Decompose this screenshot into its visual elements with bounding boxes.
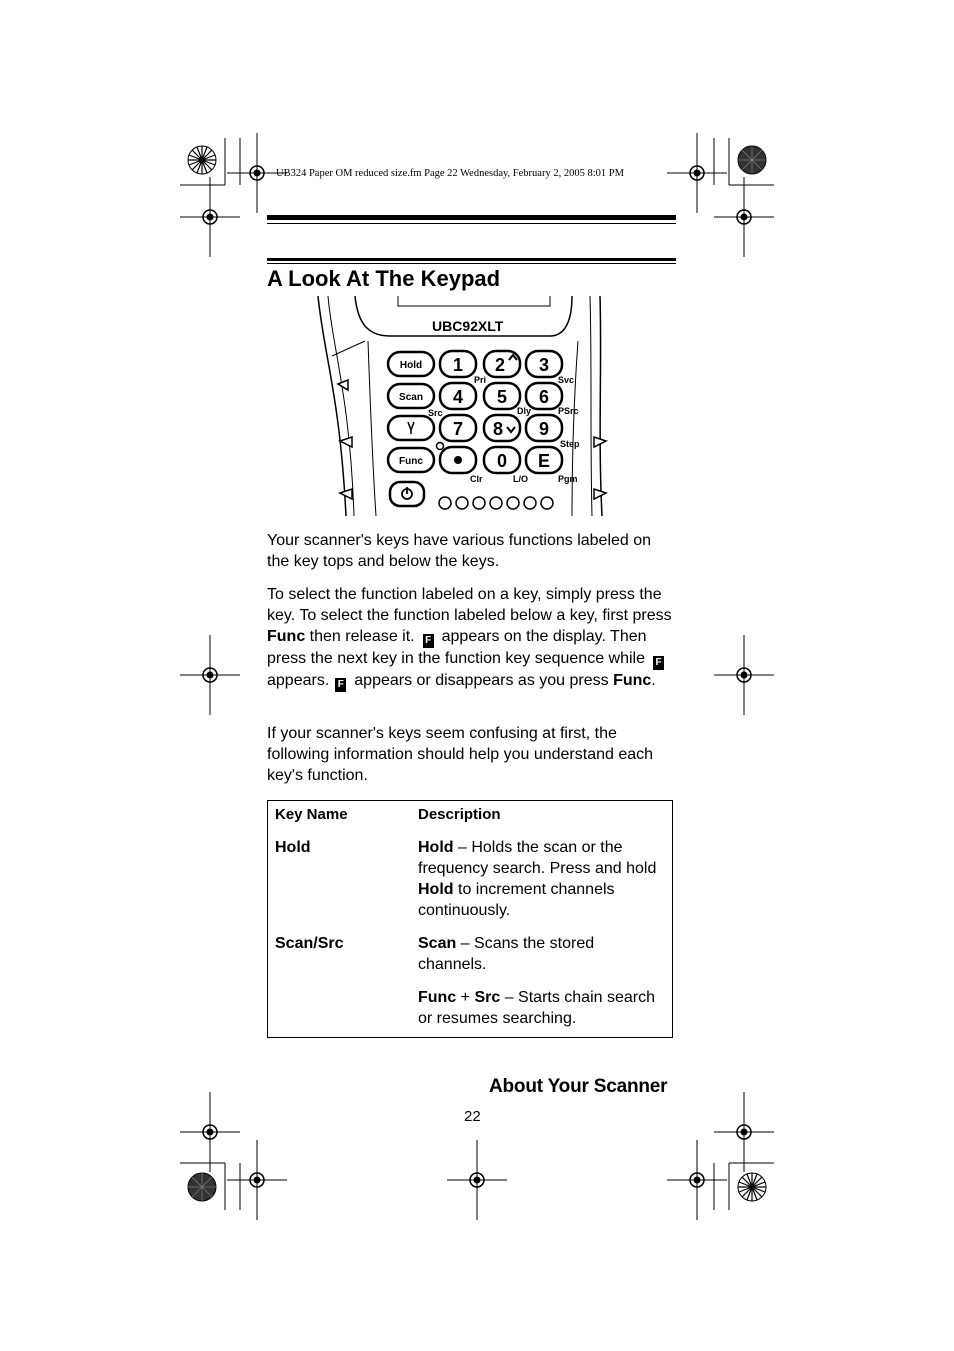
key-lock-icon (437, 443, 444, 450)
key-name-scan-src: Scan/Src (275, 935, 344, 952)
top-rule-thin (267, 223, 676, 224)
rosette-icon (188, 146, 216, 174)
keypad-illustration (310, 296, 610, 516)
key-0: 0 (496, 451, 508, 471)
key-table (267, 800, 673, 1038)
column-header-key: Key Name (275, 806, 348, 823)
intro-paragraph-1: Your scanner's keys have various functions labeled on the key tops and below the keys. (267, 532, 652, 570)
key-e: E (537, 451, 551, 471)
top-rule-thick (267, 215, 676, 220)
key-8: 8 (492, 419, 504, 439)
heading-rule (267, 258, 676, 261)
key-4: 4 (452, 387, 464, 407)
sublabel-pri: Pri (474, 375, 487, 385)
sublabel-pgm: Pgm (558, 474, 578, 484)
description-scan: Scan – Scans the stored channels. (418, 935, 595, 973)
sublabel-psrc: PSrc (558, 406, 579, 416)
description-hold: Hold – Holds the scan or the frequency search. Press and hold Hold to increment channels continuously. (418, 839, 657, 919)
key-5: 5 (496, 387, 508, 407)
key-6: 6 (538, 387, 550, 407)
func-key: Func (399, 456, 423, 467)
keypad-model: UBC92XLT (432, 318, 504, 334)
sublabel-clr: Clr (470, 474, 483, 484)
f-indicator-icon: F (653, 656, 664, 670)
key-3: 3 (538, 355, 550, 375)
key-9: 9 (538, 419, 550, 439)
f-indicator-icon: F (423, 634, 434, 648)
key-2: 2 (494, 355, 506, 375)
key-1: 1 (452, 355, 464, 375)
sublabel-step: Step (560, 439, 580, 449)
scan-key: Scan (399, 392, 423, 403)
section-title: A Look At The Keypad (267, 266, 501, 291)
intro-paragraph-3: If your scanner's keys seem confusing at first, the following information should help you understand each key's function. (267, 725, 654, 784)
page-number: 22 (464, 1108, 481, 1125)
footer-section-title: About Your Scanner (489, 1076, 668, 1097)
hold-key: Hold (399, 360, 423, 371)
file-slug: UB324 Paper OM reduced size.fm Page 22 Wednesday, February 2, 2005 8:01 PM (276, 168, 624, 179)
sublabel-svc: Svc (558, 375, 575, 385)
key-name-hold: Hold (275, 839, 311, 856)
heading-rule-thin (267, 263, 676, 264)
dot-key-icon (454, 456, 462, 464)
column-header-description: Description (418, 806, 501, 823)
f-indicator-icon: F (335, 678, 346, 692)
sublabel-lo: L/O (513, 474, 528, 484)
key-7: 7 (452, 419, 464, 439)
description-src: Func + Src – Starts chain search or resumes searching. (418, 989, 655, 1027)
intro-paragraph-2: To select the function labeled on a key, simply press the key. To select the function labeled below a key, first press Func then release it. F appears on the display. Then press the next key in the function key sequence while Fappears. F appears or disappears as you press Func. (267, 586, 672, 690)
sublabel-src: Src (428, 408, 443, 418)
sublabel-dly: Dly (517, 406, 532, 416)
